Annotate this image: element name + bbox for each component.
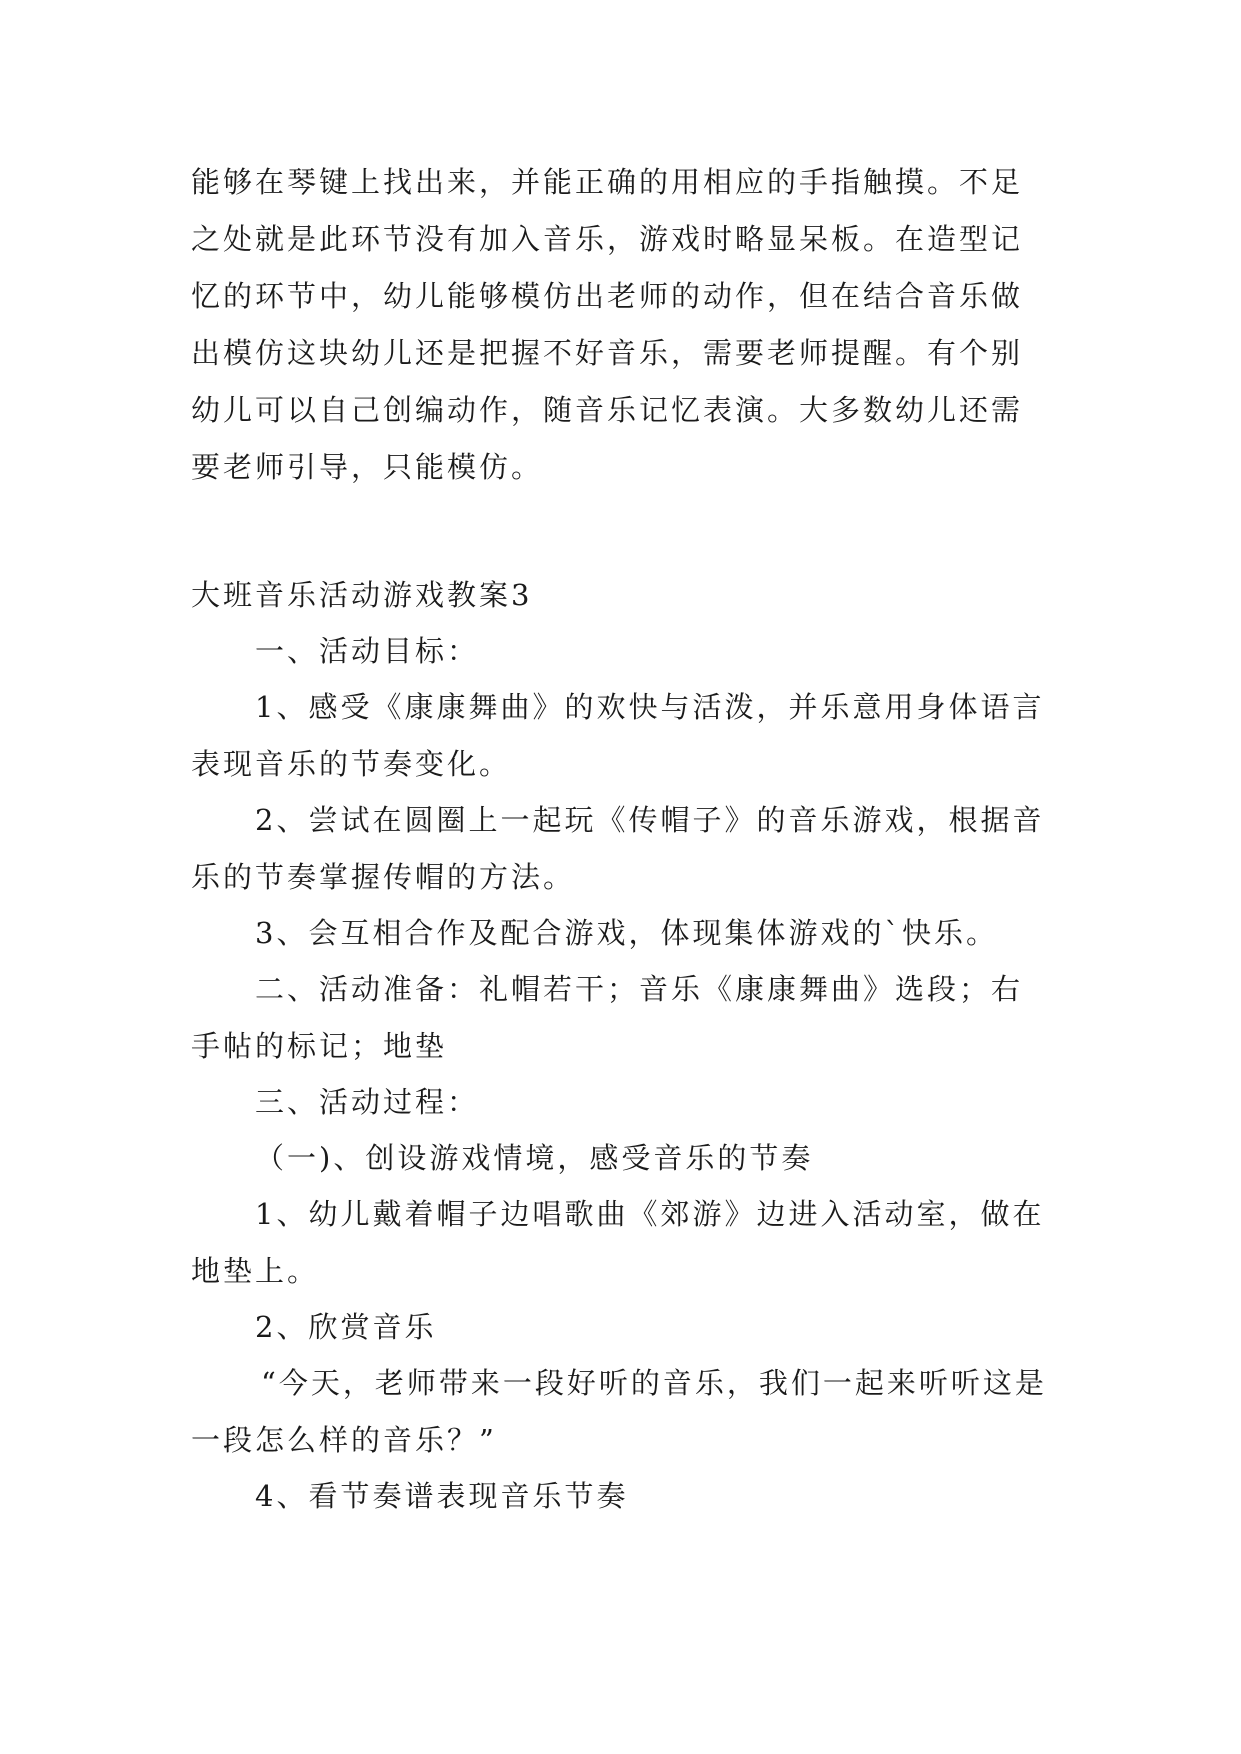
teacher-quote: “今天，老师带来一段好听的音乐，我们一起来听听这是一段怎么样的音乐？” [191, 1366, 1047, 1457]
process-subheading-1: （一)、创设游戏情境，感受音乐的节奏 [255, 1141, 814, 1175]
preparation: 二、活动准备：礼帽若干；音乐《康康舞曲》选段；右手帖的标记；地垫 [191, 972, 1024, 1063]
goal-3: 3、会互相合作及配合游戏，体现集体游戏的`快乐。 [255, 916, 998, 950]
goal-2: 2、尝试在圆圈上一起玩《传帽子》的音乐游戏，根据音乐的节奏掌握传帽的方法。 [191, 803, 1045, 894]
step-2: 2、欣赏音乐 [255, 1310, 437, 1344]
goals-heading: 一、活动目标： [255, 634, 480, 668]
continuation-paragraph: 能够在琴键上找出来，并能正确的用相应的手指触摸。不足之处就是此环节没有加入音乐，游戏时略显呆板。在造型记忆的环节中，幼儿能够模仿出老师的动作，但在结合音乐做出模仿这块幼儿还是把握不好音乐，需要老师提醒。有个别幼儿可以自己创编动作，随音乐记忆表演。大多数幼儿还需要老师引导，只能模仿。 [191, 165, 1024, 484]
process-heading: 三、活动过程： [255, 1085, 480, 1119]
step-1: 1、幼儿戴着帽子边唱歌曲《郊游》边进入活动室，做在地垫上。 [191, 1197, 1045, 1288]
goal-1: 1、感受《康康舞曲》的欢快与活泼，并乐意用身体语言表现音乐的节奏变化。 [191, 690, 1045, 781]
section-title: 大班音乐活动游戏教案3 [191, 578, 533, 612]
step-4: 4、看节奏谱表现音乐节奏 [255, 1479, 629, 1513]
